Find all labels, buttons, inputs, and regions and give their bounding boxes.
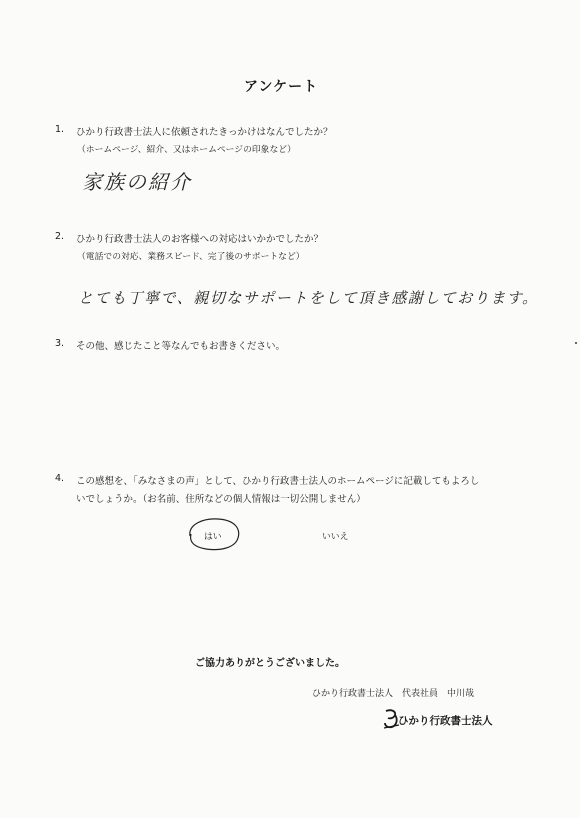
- logo-text: ひかり行政書士法人: [398, 715, 493, 727]
- signature-line: ひかり行政書士法人 代表社員 中川哉: [312, 689, 475, 699]
- question-4-number: 4.: [55, 473, 65, 484]
- question-1-text: ひかり行政書士法人に依頼されたきっかけはなんでしたか？: [76, 127, 333, 138]
- company-logo: [382, 707, 512, 733]
- thanks-message: ご協力ありがとうございました。: [195, 658, 345, 669]
- option-yes[interactable]: [184, 514, 244, 554]
- question-2-text: ひかり行政書士法人のお客様への対応はいかかでしたか？: [76, 234, 324, 245]
- question-1-hint: （ホームページ、紹介、又はホームページの印象など）: [77, 145, 296, 155]
- option-yes-label: はい: [204, 532, 222, 542]
- question-2-hint: （電話での対応、業務スピード、完了後のサポートなど）: [77, 252, 305, 262]
- question-1-handwritten-answer: 家族の紹介: [82, 170, 192, 194]
- question-4-text-line2: いでしょうか。（お名前、住所などの個人情報は一切公開しません）: [76, 494, 366, 505]
- question-2-handwritten-answer: とても丁寧で、親切なサポートをして頂き感謝しております。: [78, 289, 539, 307]
- scan-speck: [575, 342, 577, 344]
- question-4-text-line1: この感想を、「みなさまの声」として、ひかり行政書士法人のホームページに記載してもよろし: [76, 476, 480, 487]
- question-3-number: 3.: [55, 338, 65, 349]
- page-title: アンケート: [244, 79, 319, 95]
- question-2-number: 2.: [55, 231, 65, 242]
- option-no[interactable]: いいえ: [322, 532, 349, 542]
- question-3-text: その他、感じたこと等なんでもお書きください。: [76, 341, 286, 352]
- question-1-number: 1.: [55, 124, 65, 135]
